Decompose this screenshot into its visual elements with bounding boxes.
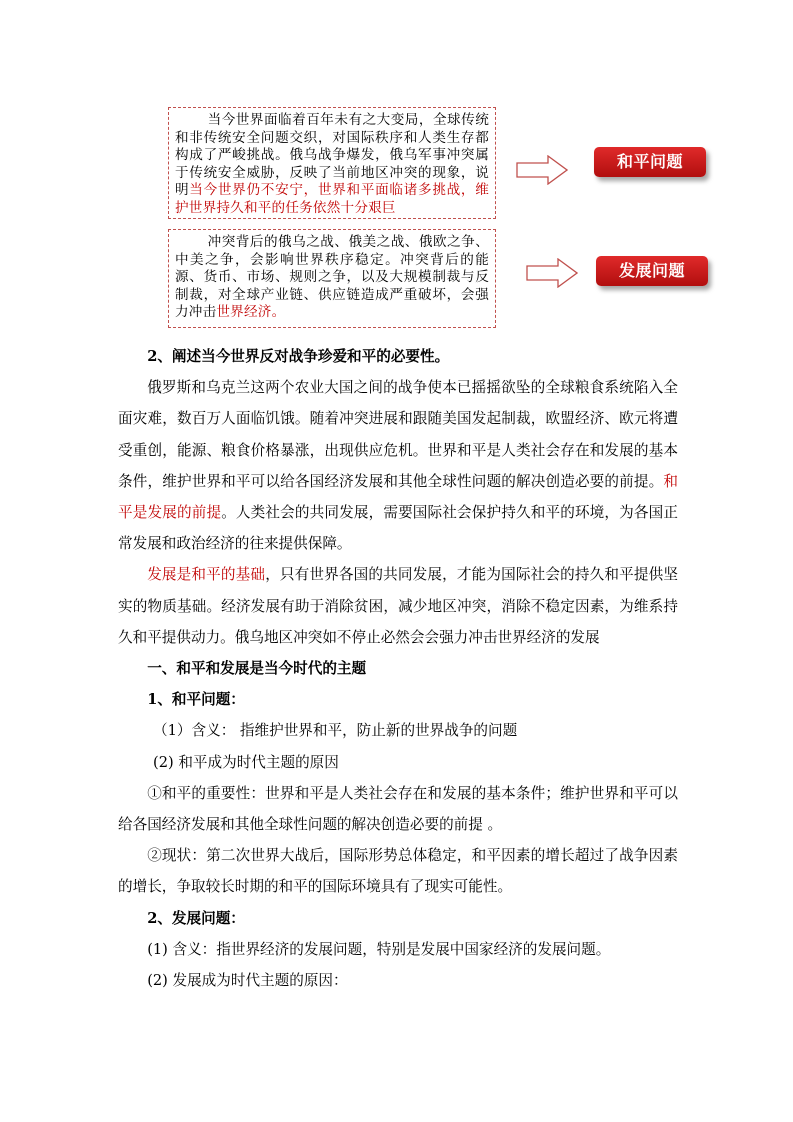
peace-issue-badge: 和平问题 (594, 147, 706, 177)
section-heading: 一、和平和发展是当今时代的主题 (147, 660, 367, 678)
highlight-text: 当今世界仍不安宁，世界和平面临诸多挑战，维护世界持久和平的任务依然十分艰巨 (175, 182, 489, 216)
right-arrow-icon (526, 258, 578, 288)
subsection-heading: 1、和平问题： (147, 691, 245, 709)
list-item: （1）含义： 指维护世界和平，防止新的世界战争的问题 (153, 722, 518, 740)
right-arrow-icon (516, 155, 568, 185)
list-item: (1) 含义：指世界经济的发展问题，特别是发展中国家经济的发展问题。 (147, 940, 611, 958)
subsection-heading: 2、发展问题： (147, 909, 245, 927)
highlight-text: 世界经济。 (216, 304, 286, 321)
list-item: (2) 发展成为时代主题的原因： (147, 972, 348, 990)
text-box-development-paragraph: 冲突背后的俄乌之战、俄美之战、俄欧之争、中美之争，会影响世界秩序稳定。冲突背后的能源、货币、市场、规则之争，以及大规模制裁与反制裁，对全球产业链、供应链造成严重破坏，会强力冲击世界经济。 (175, 234, 489, 321)
highlight-text: 和平是发展的前提 (118, 472, 678, 522)
text-box-peace (168, 107, 496, 219)
text-box-development (168, 229, 496, 328)
text-box-peace-paragraph: 当今世界面临着百年未有之大变局，全球传统和非传统安全问题交织，对国际秩序和人类生存都构成了严峻挑战。俄乌战争爆发，俄乌军事冲突属于传统安全威胁，反映了当前地区冲突的现象，说明当今世界仍不安宁，世界和平面临诸多挑战，维护世界持久和平的任务依然十分艰巨 (175, 112, 489, 216)
paragraph: 俄罗斯和乌克兰这两个农业大国之间的战争使本已摇摇欲坠的全球粮食系统陷入全面灾难，数百万人面临饥饿。随着冲突进展和跟随美国发起制裁，欧盟经济、欧元将遭受重创，能源、粮食价格暴涨，出现供应危机。世界和平是人类社会存在和发展的基本条件，维护世界和平可以给各国经济发展和其他全球性问题的解决创造必要的前提。和平是发展的前提。人类社会的共同发展，需要国际社会保护持久和平的环境，为各国正常发展和政治经济的往来提供保障。 (118, 379, 678, 553)
question-heading: 2、阐述当今世界反对战争珍爱和平的必要性。 (147, 348, 450, 365)
list-item: ①和平的重要性：世界和平是人类社会存在和发展的基本条件；维护世界和平可以给各国经济发展和其他全球性问题的解决创造必要的前提 。 (118, 784, 678, 834)
development-issue-badge: 发展问题 (596, 256, 708, 286)
main-content (118, 341, 678, 996)
highlight-text: 发展是和平的基础 (147, 566, 266, 584)
list-item: ②现状：第二次世界大战后，国际形势总体稳定，和平因素的增长超过了战争因素的增长，争取较长时期的和平的国际环境具有了现实可能性。 (118, 847, 678, 896)
paragraph: 发展是和平的基础，只有世界各国的共同发展，才能为国际社会的持久和平提供坚实的物质基础。经济发展有助于消除贫困，减少地区冲突，消除不稳定因素，为维系持久和平提供动力。俄乌地区冲突如不停止必然会会强力冲击世界经济的发展 (118, 566, 678, 646)
list-item: (2) 和平成为时代主题的原因 (153, 753, 339, 771)
